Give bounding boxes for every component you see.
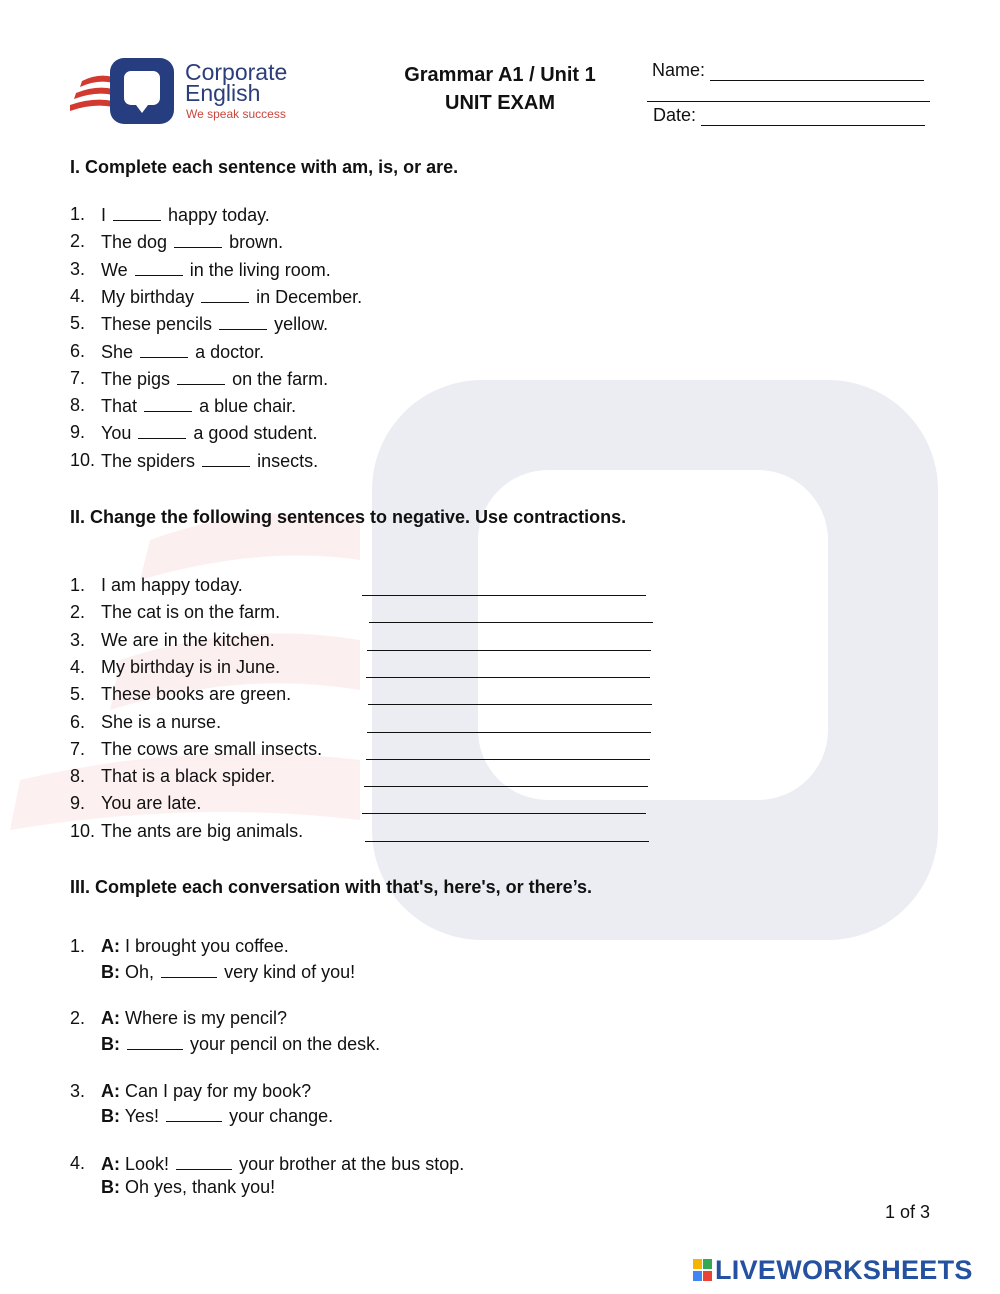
dialogue-text: your pencil on the desk. [190,1033,381,1054]
sentence-start: The pigs [101,368,171,389]
speaker-a-label: A: [101,1008,120,1029]
sentence-item: I am happy today. [101,575,243,595]
item-number: 10. [70,820,96,841]
answer-blank[interactable] [174,231,222,248]
answer-blank[interactable] [201,286,249,303]
section3-title: III. Complete each conversation with that's, here's, or there’s. [70,877,593,897]
logo-tagline: We speak success [186,107,286,121]
answer-blank[interactable] [138,422,186,439]
logo-wordmark-line2: English [185,80,261,106]
dialogue-line-a [101,1081,311,1102]
dialogue-line-b [101,1177,275,1198]
sentence-end: yellow. [274,314,329,335]
logo-mark-icon [68,55,183,127]
dialogue-text: Oh yes, thank you! [125,1177,276,1198]
date-field [653,105,925,126]
answer-line[interactable] [367,649,651,651]
item-number: 3. [70,629,86,650]
item-number: 9. [70,422,86,443]
dialogue-line-b [101,961,355,983]
sentence-start: She [101,341,134,362]
answer-blank[interactable] [135,259,183,276]
answer-blank[interactable] [219,313,267,330]
sentence-item [101,368,328,390]
sentence-start: We [101,259,128,280]
answer-blank[interactable] [177,368,225,385]
answer-blank[interactable] [166,1105,222,1122]
sentence-item [101,313,328,335]
sentence-start: The dog [101,232,168,253]
sentence-item [101,204,270,226]
sentence-item [101,259,331,281]
dialogue-text: I brought you coffee. [125,936,289,956]
corporate-english-logo [68,55,308,127]
sentence-end: brown. [229,232,284,253]
sentence-start: I [101,205,107,225]
sentence-item [101,341,264,363]
sentence-item [101,395,296,417]
item-number: 4. [70,285,86,306]
speaker-a-label: A: [101,1080,120,1101]
item-number: 6. [70,340,86,361]
dialogue-text: your brother at the bus stop. [239,1153,465,1174]
dialogue-text: Can I pay for my book? [125,1080,312,1101]
exam-title-line2: UNIT EXAM [445,92,555,114]
speaker-b-label: B: [101,1033,120,1054]
dialogue-line-a [101,936,289,957]
item-number: 10. [70,449,96,470]
liveworksheets-logo [693,1255,993,1285]
section2-title: II. Change the following sentences to negative. Use contractions. [70,507,627,527]
page-number: 1 of 3 [884,1202,930,1222]
sentence-item: The cows are small insects. [101,738,323,759]
name-input-line[interactable] [710,62,924,81]
item-number: 3. [70,258,86,279]
sentence-end: on the farm. [232,368,329,389]
answer-line[interactable] [369,621,653,623]
answer-blank[interactable] [161,961,217,978]
item-number: 5. [70,684,86,705]
item-number: 4. [70,1152,86,1173]
item-number: 8. [70,766,86,787]
dialogue-text: very kind of you! [224,961,356,982]
answer-line[interactable] [362,812,646,814]
item-number: 2. [70,231,86,252]
sentence-start: That [101,396,138,417]
answer-blank[interactable] [113,204,161,221]
answer-blank[interactable] [127,1033,183,1050]
exam-title-line1: Grammar A1 / Unit 1 [404,64,596,86]
item-number: 3. [70,1080,86,1101]
dialogue-line-a [101,1153,464,1175]
speaker-b-label: B: [101,1106,120,1127]
answer-blank[interactable] [202,450,250,467]
dialogue-text: Look! [125,1153,170,1174]
dialogue-line-a [101,1008,287,1029]
dialogue-line-b [101,1105,333,1127]
logo-wordmark-line1: Corporate [185,59,288,85]
exam-title [380,61,620,117]
sentence-start: These pencils [101,314,213,335]
item-number: 2. [70,602,86,623]
speaker-a-label: A: [101,1153,120,1174]
speaker-b-label: B: [101,961,120,982]
section1-title: I. Complete each sentence with am, is, or are. [70,157,459,177]
sentence-end: insects. [257,450,319,471]
sentence-item: You are late. [101,793,202,814]
dialogue-text: Oh, [125,961,155,982]
answer-line[interactable] [366,758,650,760]
dialogue-text: Yes! [124,1106,160,1127]
answer-blank[interactable] [140,341,188,358]
sentence-end: in December. [256,286,363,307]
answer-line[interactable] [368,703,652,705]
sentence-item [101,422,318,444]
item-number: 4. [70,656,86,677]
answer-blank[interactable] [176,1153,232,1170]
item-number: 6. [70,711,86,732]
item-number: 2. [70,1008,86,1029]
sentence-item: The cat is on the farm. [101,602,281,623]
item-number: 9. [70,793,86,814]
item-number: 8. [70,395,86,416]
sentence-start: You [101,423,132,444]
liveworksheets-wordmark: LIVEWORKSHEETS [715,1255,973,1285]
liveworksheets-mark-icon [693,1259,713,1283]
sentence-end: happy today. [168,205,270,225]
answer-line[interactable] [365,840,649,842]
sentence-end: a good student. [193,423,318,444]
sentence-item: My birthday is in June. [101,656,281,677]
answer-line[interactable] [364,785,648,787]
sentence-item: These books are green. [101,684,292,705]
item-number: 5. [70,313,86,334]
dialogue-text: Where is my pencil? [125,1008,288,1029]
sentence-item: She is a nurse. [101,711,222,732]
name-extra-line[interactable] [647,100,930,102]
sentence-item: The ants are big animals. [101,820,304,841]
name-field [652,60,924,81]
answer-line[interactable] [362,594,646,596]
sentence-item: That is a black spider. [101,766,276,787]
sentence-start: The spiders [101,450,196,471]
sentence-start: My birthday [101,286,195,307]
item-number: 1. [70,204,86,224]
speaker-a-label: A: [101,936,120,956]
name-label: Name: [652,60,706,80]
item-number: 7. [70,367,86,388]
sentence-item: We are in the kitchen. [101,629,275,650]
dialogue-line-b [101,1033,380,1055]
date-label: Date: [653,105,697,125]
sentence-end: a blue chair. [199,396,297,417]
sentence-end: a doctor. [195,341,265,362]
answer-blank[interactable] [144,395,192,412]
item-number: 1. [70,936,86,956]
dialogue-text: your change. [229,1106,334,1127]
date-input-line[interactable] [701,107,925,126]
sentence-item [101,286,362,308]
sentence-end: in the living room. [189,259,331,280]
item-number: 7. [70,738,86,759]
item-number: 1. [70,575,86,595]
answer-line[interactable] [366,676,650,678]
answer-line[interactable] [367,731,651,733]
sentence-item [101,231,283,253]
speaker-b-label: B: [101,1177,120,1198]
sentence-item [101,450,318,472]
